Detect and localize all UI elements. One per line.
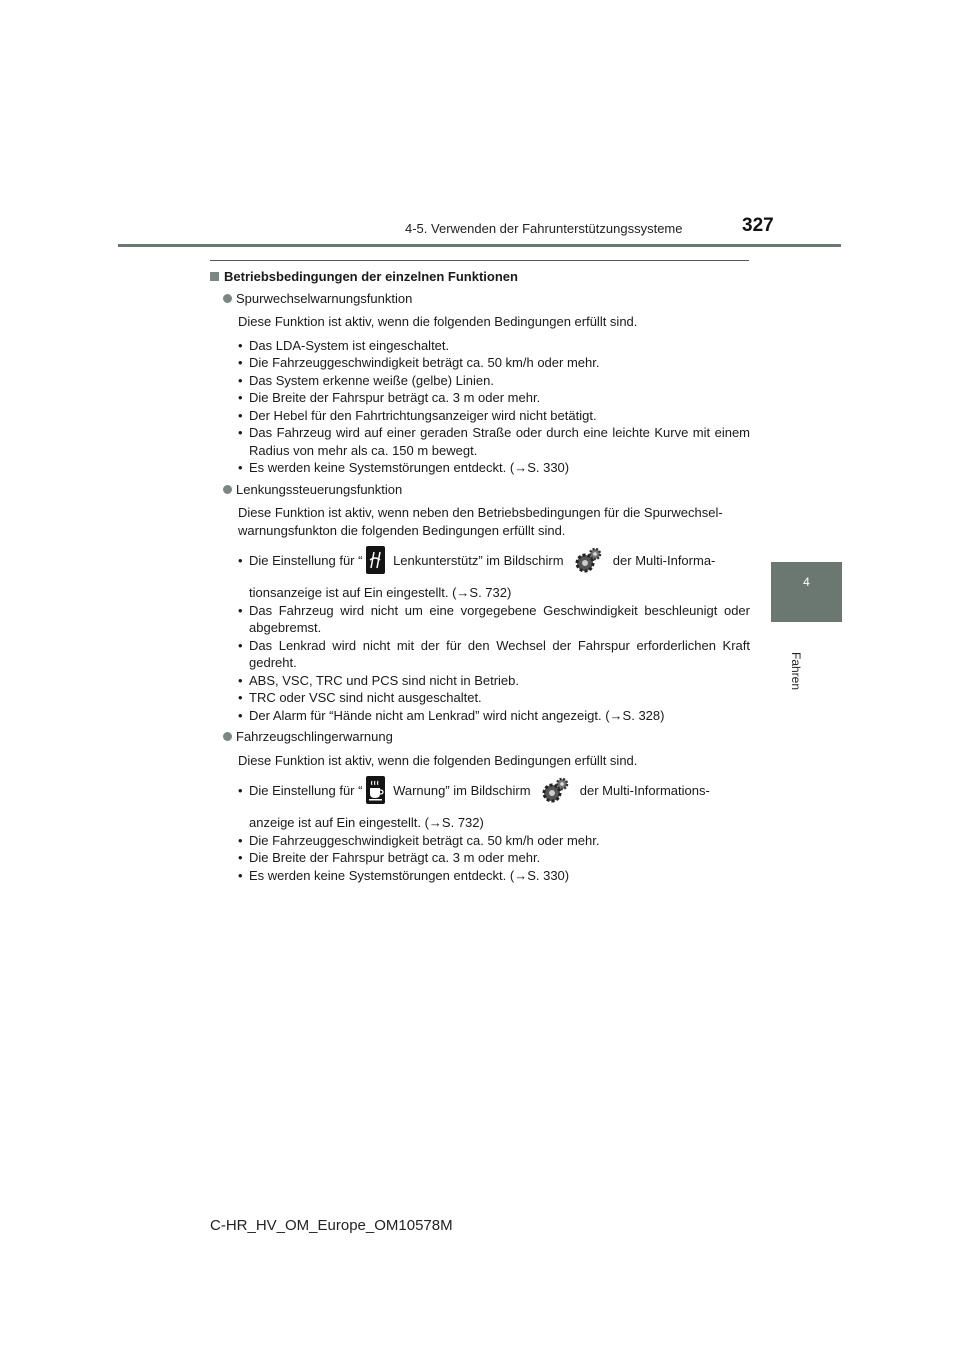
item-text: der Multi-Informations- — [576, 783, 710, 798]
circle-bullet-icon — [223, 485, 232, 494]
list-item: • Es werden keine Systemstörungen entdeckt. (→S. 330) — [238, 459, 750, 477]
page-number: 327 — [742, 215, 774, 236]
condition-list — [210, 602, 750, 725]
subsection-title-text: Spurwechselwarnungsfunktion — [236, 290, 413, 306]
list-item — [238, 775, 750, 817]
list-item-continuation: anzeige ist auf Ein eingestellt. (→S. 732) — [249, 815, 484, 830]
circle-bullet-icon — [223, 294, 232, 303]
item-text: Warnung” im Bildschirm — [389, 783, 535, 798]
square-bullet-icon — [210, 272, 219, 281]
item-text: Die Einstellung für “ — [249, 553, 363, 568]
subsection-intro: Diese Funktion ist aktiv, wenn die folgenden Bedingungen erfüllt sind. — [238, 752, 638, 768]
section-heading-text: Betriebsbedingungen der einzelnen Funktionen — [224, 269, 518, 284]
condition-list — [210, 832, 750, 885]
list-item: • Das LDA-System ist eingeschaltet. — [238, 337, 750, 355]
list-item: • Das Lenkrad wird nicht mit der für den Wechsel der Fahrspur erforderlichen Kraft gedreht. — [238, 637, 750, 672]
subsection-title — [210, 481, 750, 499]
item-text: Die Einstellung für “ — [249, 783, 363, 798]
subsection-title-text: Fahrzeugschlingerwarnung — [236, 729, 393, 744]
list-item-continuation: tionsanzeige ist auf Ein eingestellt. (→S. 732) — [249, 585, 512, 600]
header-title: 4-5. Verwenden der Fahrunterstützungssysteme — [405, 221, 683, 236]
circle-bullet-icon — [223, 732, 232, 741]
list-item: • ABS, VSC, TRC und PCS sind nicht in Betrieb. — [238, 672, 750, 690]
header-rule — [118, 244, 841, 247]
list-item: • Der Hebel für den Fahrtrichtungsanzeiger wird nicht betätigt. — [238, 407, 750, 425]
gear-icon — [573, 547, 603, 587]
steering-assist-icon — [366, 546, 385, 574]
item-text: der Multi-Informa- — [609, 553, 716, 568]
list-item: • TRC oder VSC sind nicht ausgeschaltet. — [238, 689, 750, 707]
section-heading — [210, 268, 750, 286]
footer-code: C-HR_HV_OM_Europe_OM10578M — [210, 1217, 453, 1234]
subsection-title — [210, 728, 750, 746]
condition-list — [210, 337, 750, 477]
chapter-label: Fahren — [789, 652, 803, 691]
list-item: • Das Fahrzeug wird auf einer geraden Straße oder durch eine leichte Kurve mit einem Radius von mehr als ca. 150 m bewegt. — [238, 424, 750, 459]
subsection-title-text: Lenkungssteuerungsfunktion — [236, 481, 403, 497]
coffee-cup-icon — [366, 776, 385, 804]
list-item: • Die Fahrzeuggeschwindigkeit beträgt ca. 50 km/h oder mehr. — [238, 832, 750, 850]
condition-list — [210, 545, 750, 587]
list-item: • Die Breite der Fahrspur beträgt ca. 3 m oder mehr. — [238, 849, 750, 867]
subsection-intro: Diese Funktion ist aktiv, wenn die folgenden Bedingungen erfüllt sind. — [238, 314, 638, 329]
subsection-intro: Diese Funktion ist aktiv, wenn neben den Betriebsbedingungen für die Spurwechsel-warnungsfunkton die folgenden Bedingungen erfüllt sind. — [238, 505, 723, 538]
subsection-title — [210, 290, 750, 308]
list-item: • Die Fahrzeuggeschwindigkeit beträgt ca. 50 km/h oder mehr. — [238, 354, 750, 372]
chapter-number: 4 — [803, 575, 810, 589]
chapter-tab — [771, 562, 842, 622]
item-text: Lenkunterstütz” im Bildschirm — [389, 553, 568, 568]
list-item: • Der Alarm für “Hände nicht am Lenkrad” wird nicht angezeigt. (→S. 328) — [238, 707, 750, 725]
gear-icon — [540, 777, 570, 817]
list-item: • Die Breite der Fahrspur beträgt ca. 3 m oder mehr. — [238, 389, 750, 407]
list-item — [238, 545, 750, 587]
condition-list — [210, 775, 750, 817]
list-item: • Das System erkenne weiße (gelbe) Linien. — [238, 372, 750, 390]
section-rule — [210, 260, 749, 261]
list-item: • Das Fahrzeug wird nicht um eine vorgegebene Geschwindigkeit beschleunigt oder abgebremst. — [238, 602, 750, 637]
content — [210, 268, 750, 884]
list-item: • Es werden keine Systemstörungen entdeckt. (→S. 330) — [238, 867, 750, 885]
